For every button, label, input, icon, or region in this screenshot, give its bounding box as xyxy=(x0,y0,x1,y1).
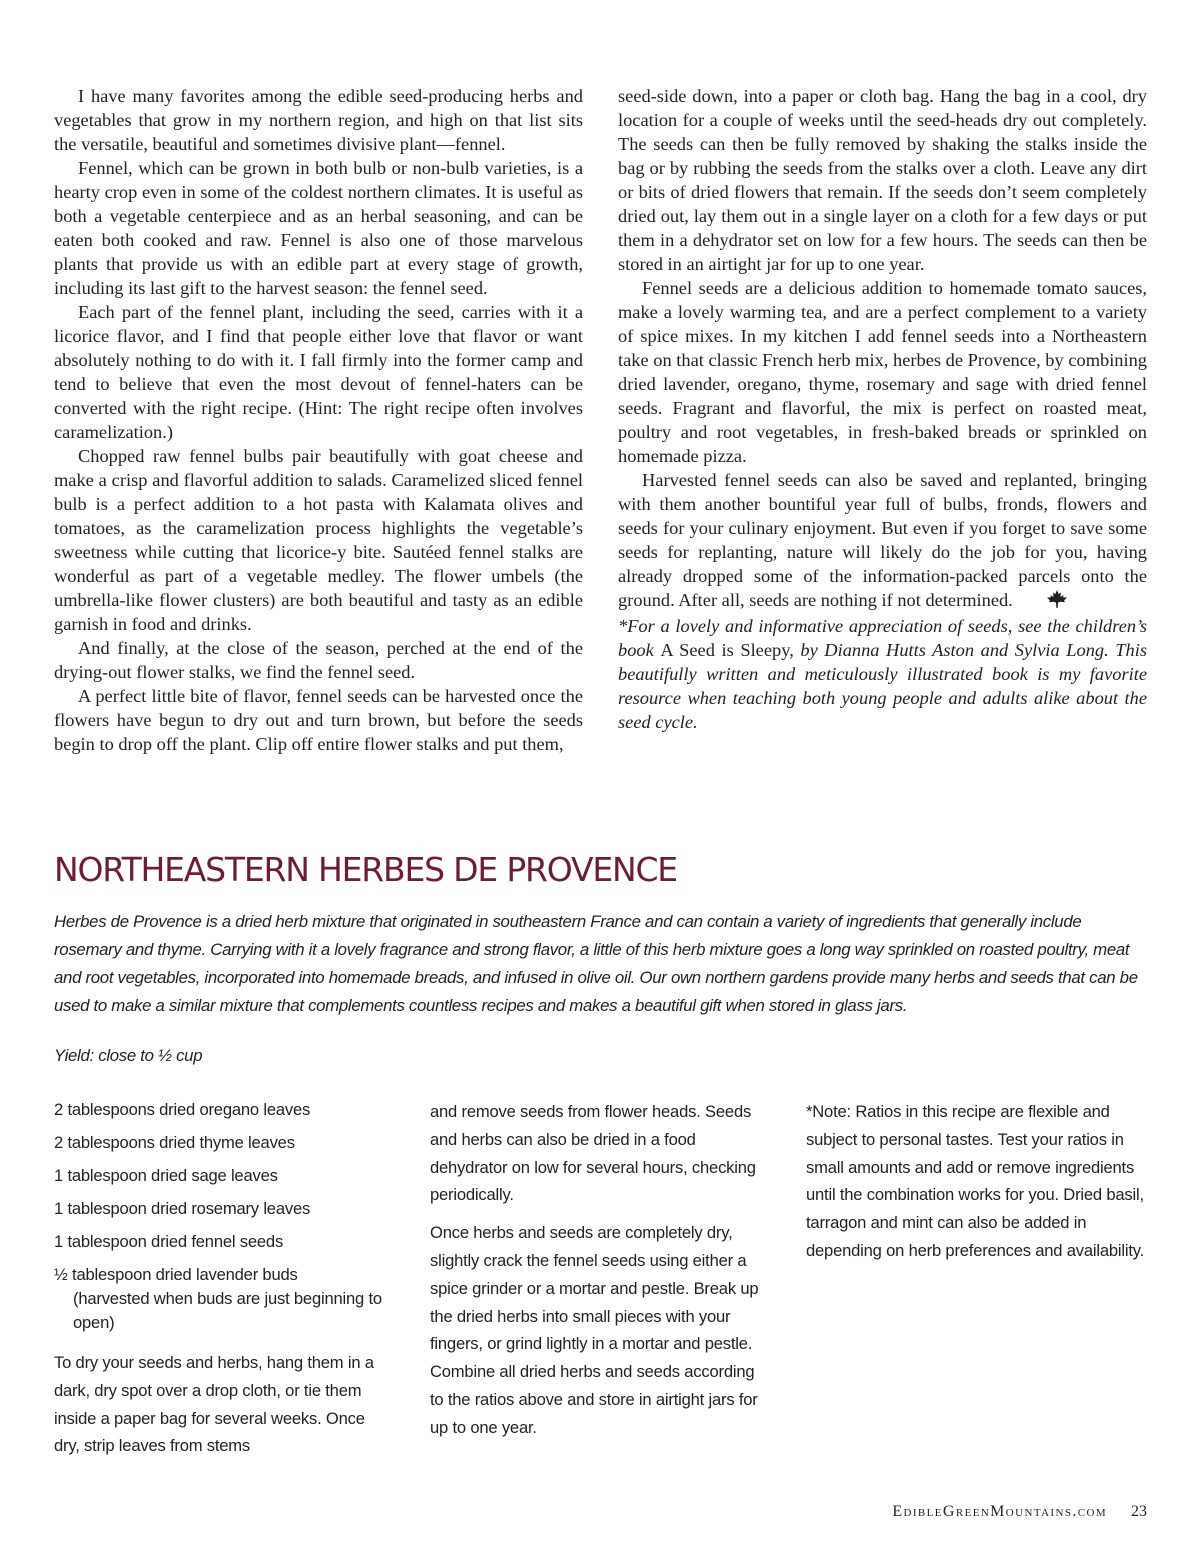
recipe-step-continued: and remove seeds from flower heads. Seeds and herbs can also be dried in a food dehydrator on low for several hours, checking periodically. xyxy=(430,1102,756,1205)
article-paragraph: Each part of the fennel plant, including the seed, carries with it a licorice flavor, and I find that people either love that flavor or want absolutely nothing to do with it. I fall firmly into the former camp and tend to believe that even the most devout of fennel-haters can be converted with the right recipe. (Hint: The right recipe often involves caramelization.) xyxy=(54,302,583,442)
ingredient-item: 1 tablespoon dried sage leaves xyxy=(54,1166,278,1185)
ingredient-item-lavender xyxy=(54,1263,384,1335)
footnote-book-title: A Seed is Sleepy, xyxy=(660,640,794,660)
article-column-right xyxy=(618,84,1147,756)
recipe-title: NORTHEASTERN HERBES DE PROVENCE xyxy=(54,850,677,889)
recipe-body xyxy=(54,1098,1147,1478)
recipe-step: Once herbs and seeds are completely dry, slightly crack the fennel seeds using either a spice grinder or a mortar and pestle. Break up the dried herbs into small pieces with your fingers, or grind lightly in a mortar and pestle. Combine all dried herbs and seeds according to the ratios above and store in airtight jars for up to one year. xyxy=(430,1223,759,1437)
article-body xyxy=(54,84,1147,756)
recipe-column-3 xyxy=(806,1098,1146,1478)
page-footer xyxy=(892,1503,1147,1521)
ingredient-item: 1 tablespoon dried fennel seeds xyxy=(54,1232,284,1251)
article-paragraph: Fennel, which can be grown in both bulb or non-bulb varieties, is a hearty crop even in some of the coldest northern climates. It is useful as both a vegetable centerpiece and as an herbal seasoning, and can be eaten both cooked and raw. Fennel is also one of those marvelous plants that provide us with an edible part at every stage of growth, including its last gift to the harvest season: the fennel seed. xyxy=(54,158,583,298)
ingredient-lavender-main: ½ tablespoon dried lavender buds xyxy=(54,1265,298,1284)
recipe-column-1 xyxy=(54,1098,384,1478)
ingredient-item: 1 tablespoon dried rosemary leaves xyxy=(54,1199,311,1218)
footnote-rest: by Dianna Hutts Aston and Sylvia Long. This beautifully written and meticulously illustrated book is my favorite resource when teaching both young people and adults alike about the seed cycle. xyxy=(618,640,1147,732)
article-paragraph-text: Harvested fennel seeds can also be saved and replanted, bringing with them another bountiful year full of bulbs, fronds, flowers and seeds for your culinary enjoyment. But even if you forget to save some seeds for replanting, nature will likely do the job for you, having already dropped some of the information-packed parcels onto the ground. After all, seeds are nothing if not determined. xyxy=(618,470,1147,610)
article-paragraph: I have many favorites among the edible seed-producing herbs and vegetables that grow in my northern region, and high on that list sits the versatile, beautiful and sometimes divisive plant—fennel. xyxy=(54,86,583,154)
recipe-step: To dry your seeds and herbs, hang them in a dark, dry spot over a drop cloth, or tie them inside a paper bag for several weeks. Once dry, strip leaves from stems xyxy=(54,1353,374,1456)
ingredient-list xyxy=(54,1098,384,1335)
maple-leaf-icon xyxy=(1023,590,1067,614)
ingredient-item: 2 tablespoons dried oregano leaves xyxy=(54,1100,311,1119)
ingredient-lavender-note: (harvested when buds are just beginning to open) xyxy=(73,1289,382,1332)
article-paragraph: A perfect little bite of flavor, fennel seeds can be harvested once the flowers have begun to dry out and turn brown, but before the seeds begin to drop off the plant. Clip off entire flower stalks and put them, xyxy=(54,686,583,754)
recipe-intro: Herbes de Provence is a dried herb mixture that originated in southeastern France and can contain a variety of ingredients that generally include rosemary and thyme. Carrying with it a lovely fragrance and strong flavor, a little of this herb mixture goes a long way sprinkled on roasted poultry, meat and root vegetables, incorporated into homemade breads, and infused in olive oil. Our own northern gardens provide many herbs and seeds that can be used to make a similar mixture that complements countless recipes and makes a beautiful gift when stored in glass jars. xyxy=(54,912,1138,1015)
recipe-yield: Yield: close to ½ cup xyxy=(54,1046,203,1065)
article-paragraph-final xyxy=(618,468,1147,614)
article-paragraph: Chopped raw fennel bulbs pair beautifully with goat cheese and make a crisp and flavorful addition to salads. Caramelized sliced fennel bulb is a perfect addition to a hot pasta with Kalamata olives and tomatoes, as the caramelization process highlights the vegetable’s sweetness while cutting that licorice-y bite. Sautéed fennel stalks are wonderful as part of a vegetable medley. The flower umbels (the umbrella-like flower clusters) are both beautiful and tasty as an edible garnish in food and drinks. xyxy=(54,446,583,634)
article-column-left xyxy=(54,84,583,756)
footer-site-name: EdibleGreenMountains.com xyxy=(892,1503,1107,1520)
article-paragraph: seed-side down, into a paper or cloth bag. Hang the bag in a cool, dry location for a couple of weeks until the seed-heads dry out completely. The seeds can then be fully removed by shaking the stalks inside the bag or by rubbing the seeds from the stalks over a cloth. Leave any dirt or bits of dried flowers that remain. If the seeds don’t seem completely dried out, lay them out in a single layer on a cloth for a few days or put them in a dehydrator set on low for a few hours. The seeds can then be stored in an airtight jar for up to one year. xyxy=(618,86,1147,274)
page-number: 23 xyxy=(1131,1503,1147,1520)
article-paragraph: And finally, at the close of the season, perched at the end of the drying-out flower stalks, we find the fennel seed. xyxy=(54,638,583,682)
ingredient-item: 2 tablespoons dried thyme leaves xyxy=(54,1133,295,1152)
recipe-note: *Note: Ratios in this recipe are flexible and subject to personal tastes. Test your ratios in small amounts and add or remove ingredients until the combination works for you. Dried basil, tarragon and mint can also be added in depending on herb preferences and availability. xyxy=(806,1102,1145,1260)
footnote-intro: *For a lovely and informative appreciation of seeds, see the children’s book xyxy=(618,616,1147,660)
article-footnote xyxy=(618,614,1147,734)
article-paragraph: Fennel seeds are a delicious addition to homemade tomato sauces, make a lovely warming tea, and are a perfect complement to a variety of spice mixes. In my kitchen I add fennel seeds into a Northeastern take on that classic French herb mix, herbes de Provence, by combining dried lavender, oregano, thyme, rosemary and sage with dried fennel seeds. Fragrant and flavorful, the mix is perfect on roasted meat, poultry and root vegetables, in fresh-baked breads or sprinkled on homemade pizza. xyxy=(618,278,1147,466)
recipe-column-2 xyxy=(430,1098,760,1478)
